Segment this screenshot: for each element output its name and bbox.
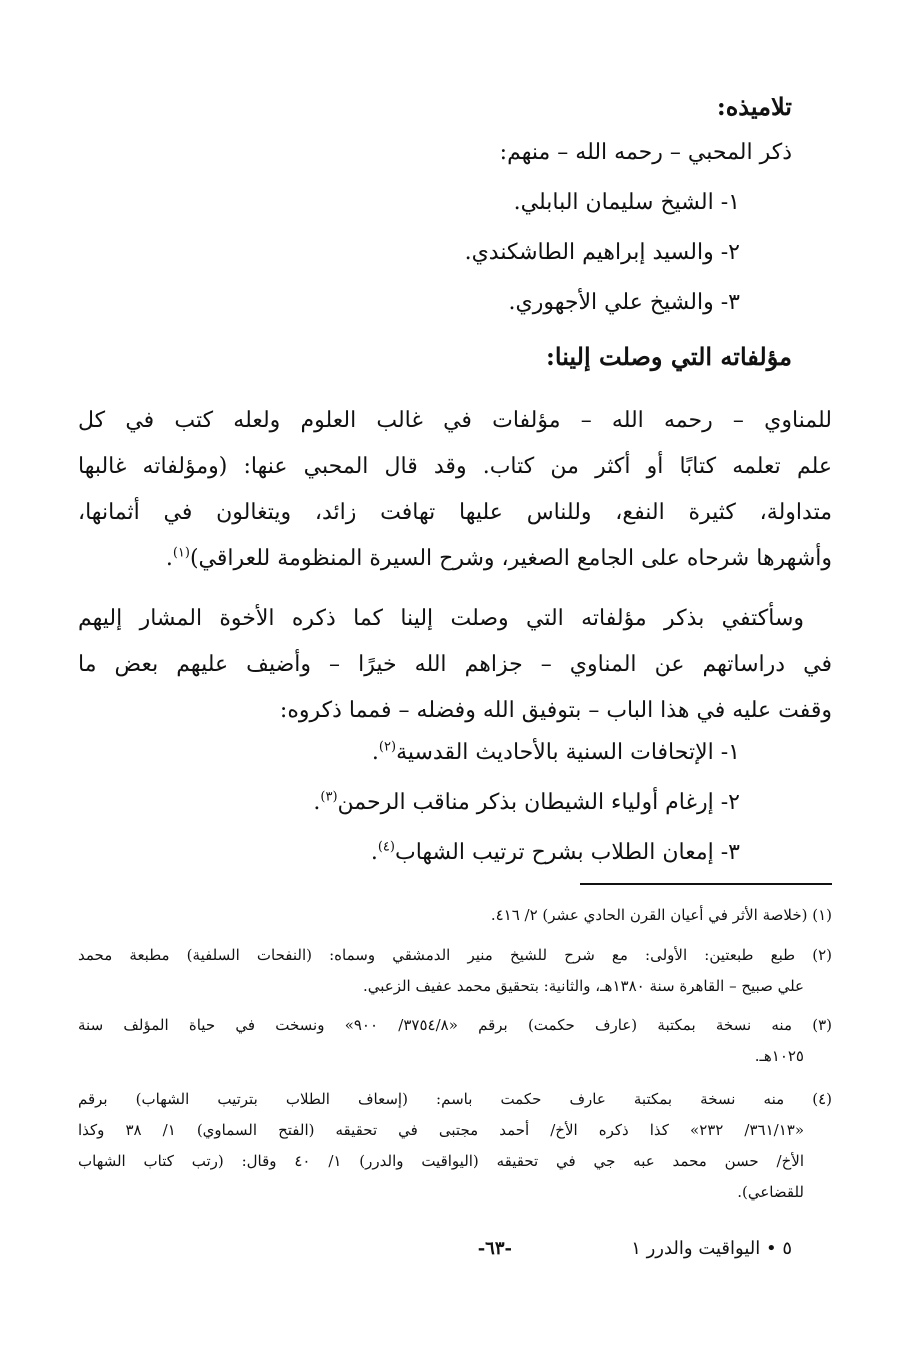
footnote-4-line-2: «٣٦١/١٣/ ٢٣٢» كذا ذكره الأخ/ أحمد مجتبى في تحقيقه (الفتح السماوي) ١/ ٣٨ وكذا bbox=[78, 1121, 804, 1139]
work-item-1-text: ١- الإتحافات السنية بالأحاديث القدسية bbox=[396, 740, 740, 765]
works-paragraph-1 bbox=[78, 398, 832, 582]
student-item-2: ٢- والسيد إبراهيم الطاشكندي. bbox=[464, 240, 740, 265]
students-heading: تلاميذه: bbox=[716, 92, 792, 121]
work-item-1 bbox=[372, 740, 740, 765]
work-item-3-text: ٣- إمعان الطلاب بشرح ترتيب الشهاب bbox=[394, 840, 740, 865]
paragraph-2-line-1: وسأكتفي بذكر مؤلفاته التي وصلت إلينا كما ذكره الأخوة المشار إليهم bbox=[78, 606, 804, 631]
paragraph-2-line-3: وقفت عليه في هذا الباب – بتوفيق الله وفضله – فمما ذكروه: bbox=[279, 698, 832, 723]
footnote-1 bbox=[78, 900, 832, 931]
paragraph-2-line-2: في دراساتهم عن المناوي – جزاهم الله خيرًا – وأضيف عليهم بعض ما bbox=[78, 652, 832, 677]
works-paragraph-2 bbox=[78, 596, 832, 734]
work-item-1-end: . bbox=[371, 740, 379, 765]
footnote-ref-4: (٤) bbox=[377, 839, 395, 855]
footnote-4-line-1: (٤) منه نسخة بمكتبة عارف حكمت باسم: (إسعاف الطلاب بترتيب الشهاب) برقم bbox=[78, 1090, 832, 1108]
paragraph-1-line-2: علم تعلمه كتابًا أو أكثر من كتاب. وقد قال المحبي عنها: (ومؤلفاته غالبها bbox=[78, 454, 832, 479]
footnote-1-line-1: (١) (خلاصة الأثر في أعيان القرن الحادي عشر) ٢/ ٤١٦. bbox=[490, 906, 832, 924]
book-label: ٥ • اليواقيت والدرر ١ bbox=[631, 1238, 792, 1259]
paragraph-1-line-3: متداولة، كثيرة النفع، وللناس عليها تهافت زائد، ويتغالون في أثمانها، bbox=[78, 500, 832, 525]
work-item-3-end: . bbox=[370, 840, 378, 865]
work-item-2 bbox=[313, 790, 740, 815]
paragraph-1-line-4 bbox=[78, 536, 832, 582]
student-item-1: ١- الشيخ سليمان البابلي. bbox=[513, 190, 740, 215]
works-heading: مؤلفاته التي وصلت إلينا: bbox=[546, 342, 792, 371]
footnote-3-line-1: (٣) منه نسخة بمكتبة (عارف حكمت) برقم «٣٧٥٤/٨/ ٩٠٠» ونسخت في حياة المؤلف سنة bbox=[78, 1016, 832, 1034]
footnote-2 bbox=[78, 940, 832, 1002]
footnote-2-line-1: (٢) طبع طبعتين: الأولى: مع شرح للشيخ منير الدمشقي وسماه: (النفحات السلفية) مطبعة محمد bbox=[78, 946, 832, 964]
work-item-2-text: ٢- إرغام أولياء الشيطان بذكر مناقب الرحمن bbox=[337, 790, 740, 815]
footnote-separator bbox=[580, 883, 832, 885]
paragraph-1-line-1: للمناوي – رحمه الله – مؤلفات في غالب العلوم ولعله كتب في كل bbox=[78, 408, 832, 433]
footnote-4 bbox=[78, 1084, 832, 1208]
paragraph-1-end: . bbox=[165, 546, 173, 571]
footnote-4-line-3: الأخ/ حسن محمد عبه جي في تحقيقه (اليواقيت والدرر) ١/ ٤٠ وقال: (رتب كتاب الشهاب bbox=[78, 1152, 804, 1170]
page-number: -٦٣- bbox=[477, 1238, 512, 1259]
footnote-ref-3: (٣) bbox=[320, 789, 338, 805]
footnote-2-line-2: علي صبيح – القاهرة سنة ١٣٨٠هـ، والثانية: بتحقيق محمد عفيف الزعبي. bbox=[362, 977, 804, 995]
footnote-3 bbox=[78, 1010, 832, 1072]
students-intro: ذكر المحبي – رحمه الله – منهم: bbox=[499, 140, 792, 165]
work-item-2-end: . bbox=[313, 790, 321, 815]
work-item-3 bbox=[371, 840, 740, 865]
paragraph-1-line-4-text: وأشهرها شرحاه على الجامع الصغير، وشرح السيرة المنظومة للعراقي) bbox=[189, 546, 832, 571]
footnote-ref-1: (١) bbox=[172, 545, 190, 561]
student-item-3: ٣- والشيخ علي الأجهوري. bbox=[508, 290, 740, 315]
footnote-3-line-2: ١٠٢٥هـ. bbox=[754, 1047, 804, 1065]
footnote-ref-2: (٢) bbox=[378, 739, 397, 755]
footnote-4-line-4: للقضاعي). bbox=[737, 1183, 804, 1201]
